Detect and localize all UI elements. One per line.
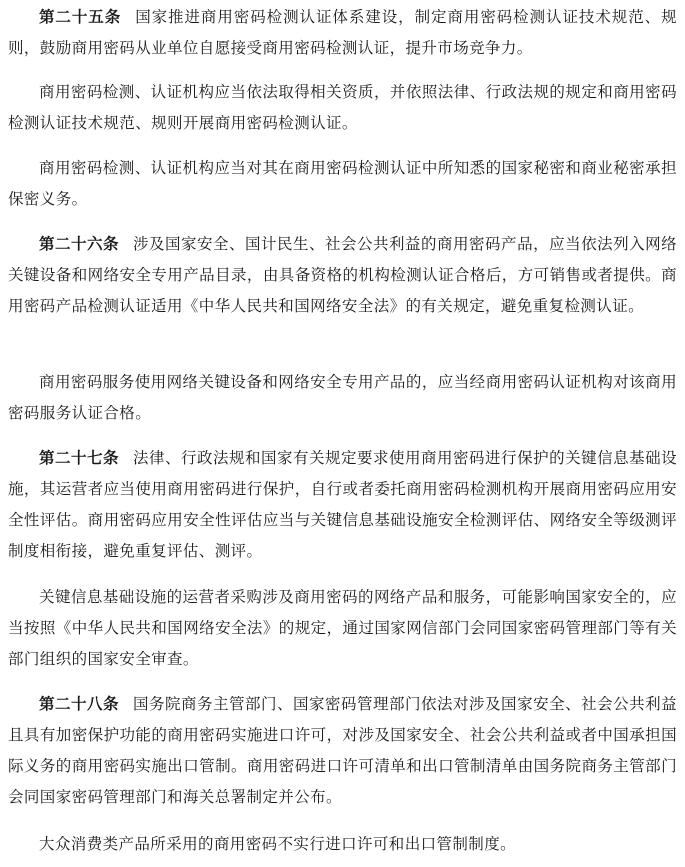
paragraph-article-28-clause-2 — [8, 829, 677, 860]
paragraph-text: 商用密码服务使用网络关键设备和网络安全专用产品的，应当经商用密码认证机构对该商用密码服务认证合格。 — [8, 373, 677, 422]
paragraph-text: 国家推进商用密码检测认证体系建设，制定商用密码检测认证技术规范、规则，鼓励商用密码从业单位自愿接受商用密码检测认证，提升市场竞争力。 — [8, 8, 677, 57]
paragraph-article-25-clause-3 — [8, 153, 677, 215]
paragraph-text: 国务院商务主管部门、国家密码管理部门依法对涉及国家安全、社会公共利益且具有加密保护功能的商用密码实施进口许可，对涉及国家安全、社会公共利益或者中国承担国际义务的商用密码实施出口管制。商用密码进口许可清单和出口管制清单由国务院商务主管部门会同国家密码管理部门和海关总署制定并公布。 — [8, 695, 677, 806]
paragraph-article-28 — [8, 689, 677, 813]
paragraph-article-27-clause-2 — [8, 582, 677, 675]
paragraph-text: 大众消费类产品所采用的商用密码不实行进口许可和出口管制制度。 — [39, 835, 517, 853]
paragraph-text: 涉及国家安全、国计民生、社会公共利益的商用密码产品，应当依法列入网络关键设备和网络安全专用产品目录，由具备资格的机构检测认证合格后，方可销售或者提供。商用密码产品检测认证适用《中华人民共和国网络安全法》的有关规定，避免重复检测认证。 — [8, 235, 677, 315]
article-number: 第二十六条 — [39, 235, 120, 253]
paragraph-article-27 — [8, 443, 677, 567]
paragraph-article-25 — [8, 2, 677, 64]
article-number: 第二十五条 — [39, 8, 122, 26]
paragraph-text: 关键信息基础设施的运营者采购涉及商用密码的网络产品和服务，可能影响国家安全的，应当按照《中华人民共和国网络安全法》的规定，通过国家网信部门会同国家密码管理部门等有关部门组织的国家安全审查。 — [8, 588, 677, 668]
paragraph-text: 法律、行政法规和国家有关规定要求使用商用密码进行保护的关键信息基础设施，其运营者应当使用商用密码进行保护，自行或者委托商用密码检测机构开展商用密码应用安全性评估。商用密码应用安全性评估应当与关键信息基础设施安全检测评估、网络安全等级测评制度相衔接，避免重复评估、测评。 — [8, 449, 677, 560]
paragraph-article-25-clause-2 — [8, 77, 677, 139]
paragraph-text: 商用密码检测、认证机构应当依法取得相关资质，并依照法律、行政法规的规定和商用密码检测认证技术规范、规则开展商用密码检测认证。 — [8, 83, 677, 132]
paragraph-text: 商用密码检测、认证机构应当对其在商用密码检测认证中所知悉的国家秘密和商业秘密承担保密义务。 — [8, 159, 677, 208]
paragraph-article-26 — [8, 229, 677, 322]
article-number: 第二十八条 — [39, 695, 120, 713]
paragraph-article-26-clause-2 — [8, 367, 677, 429]
article-number: 第二十七条 — [39, 449, 120, 467]
